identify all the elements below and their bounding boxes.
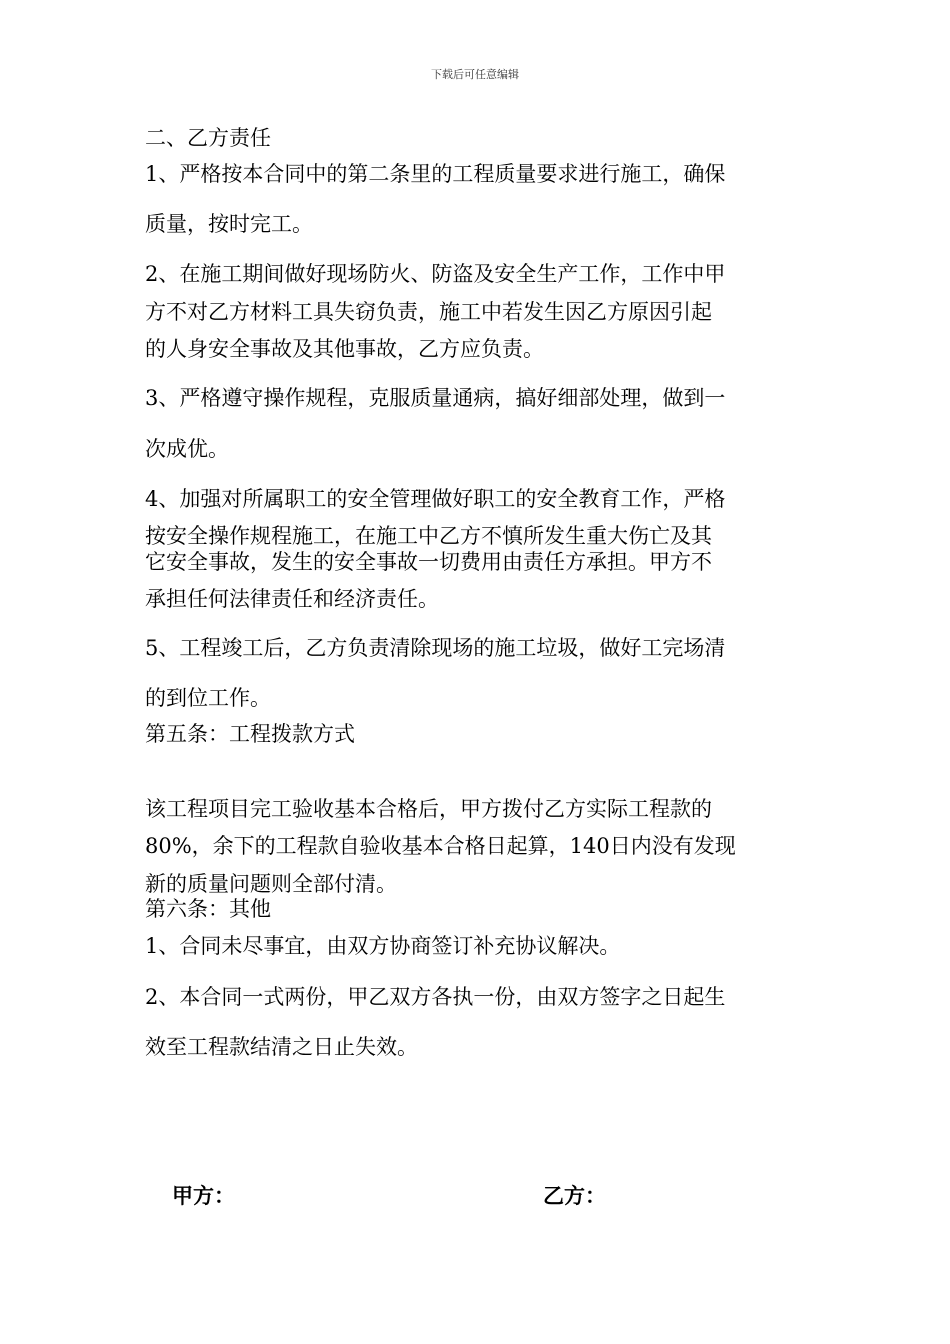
- page-header: 下载后可任意编辑: [431, 68, 519, 81]
- article-title: 第六条：其他: [145, 897, 271, 921]
- paragraph-line: 1、严格按本合同中的第二条里的工程质量要求进行施工，确保: [145, 162, 726, 186]
- paragraph-line: 的到位工作。: [145, 686, 271, 710]
- paragraph-line: 方不对乙方材料工具失窃负责，施工中若发生因乙方原因引起: [145, 300, 712, 324]
- paragraph-line: 的人身安全事故及其他事故，乙方应负责。: [145, 337, 544, 361]
- party-a-signature-label: 甲方：: [172, 1184, 235, 1208]
- paragraph-line: 2、在施工期间做好现场防火、防盗及安全生产工作，工作中甲: [145, 262, 726, 286]
- paragraph-line: 1、合同未尽事宜，由双方协商签订补充协议解决。: [145, 934, 621, 958]
- paragraph-line: 次成优。: [145, 437, 229, 461]
- paragraph-line: 80%，余下的工程款自验收基本合格日起算，140日内没有发现: [145, 834, 736, 858]
- paragraph-line: 承担任何法律责任和经济责任。: [145, 587, 439, 611]
- paragraph-line: 新的质量问题则全部付清。: [145, 872, 397, 896]
- paragraph-line: 4、加强对所属职工的安全管理做好职工的安全教育工作，严格: [145, 487, 726, 511]
- paragraph-line: 5、工程竣工后，乙方负责清除现场的施工垃圾，做好工完场清: [145, 636, 726, 660]
- paragraph-line: 2、本合同一式两份，甲乙双方各执一份，由双方签字之日起生: [145, 985, 726, 1009]
- paragraph-line: 按安全操作规程施工，在施工中乙方不慎所发生重大伤亡及其: [145, 524, 712, 548]
- paragraph-line: 效至工程款结清之日止失效。: [145, 1035, 418, 1059]
- party-b-signature-label: 乙方：: [543, 1184, 606, 1208]
- paragraph-line: 该工程项目完工验收基本合格后，甲方拨付乙方实际工程款的: [145, 797, 712, 821]
- article-title: 第五条：工程拨款方式: [145, 722, 355, 746]
- paragraph-line: 3、严格遵守操作规程，克服质量通病，搞好细部处理，做到一: [145, 386, 726, 410]
- paragraph-line: 它安全事故，发生的安全事故一切费用由责任方承担。甲方不: [145, 550, 712, 574]
- section-title: 二、乙方责任: [145, 126, 271, 150]
- paragraph-line: 质量，按时完工。: [145, 212, 313, 236]
